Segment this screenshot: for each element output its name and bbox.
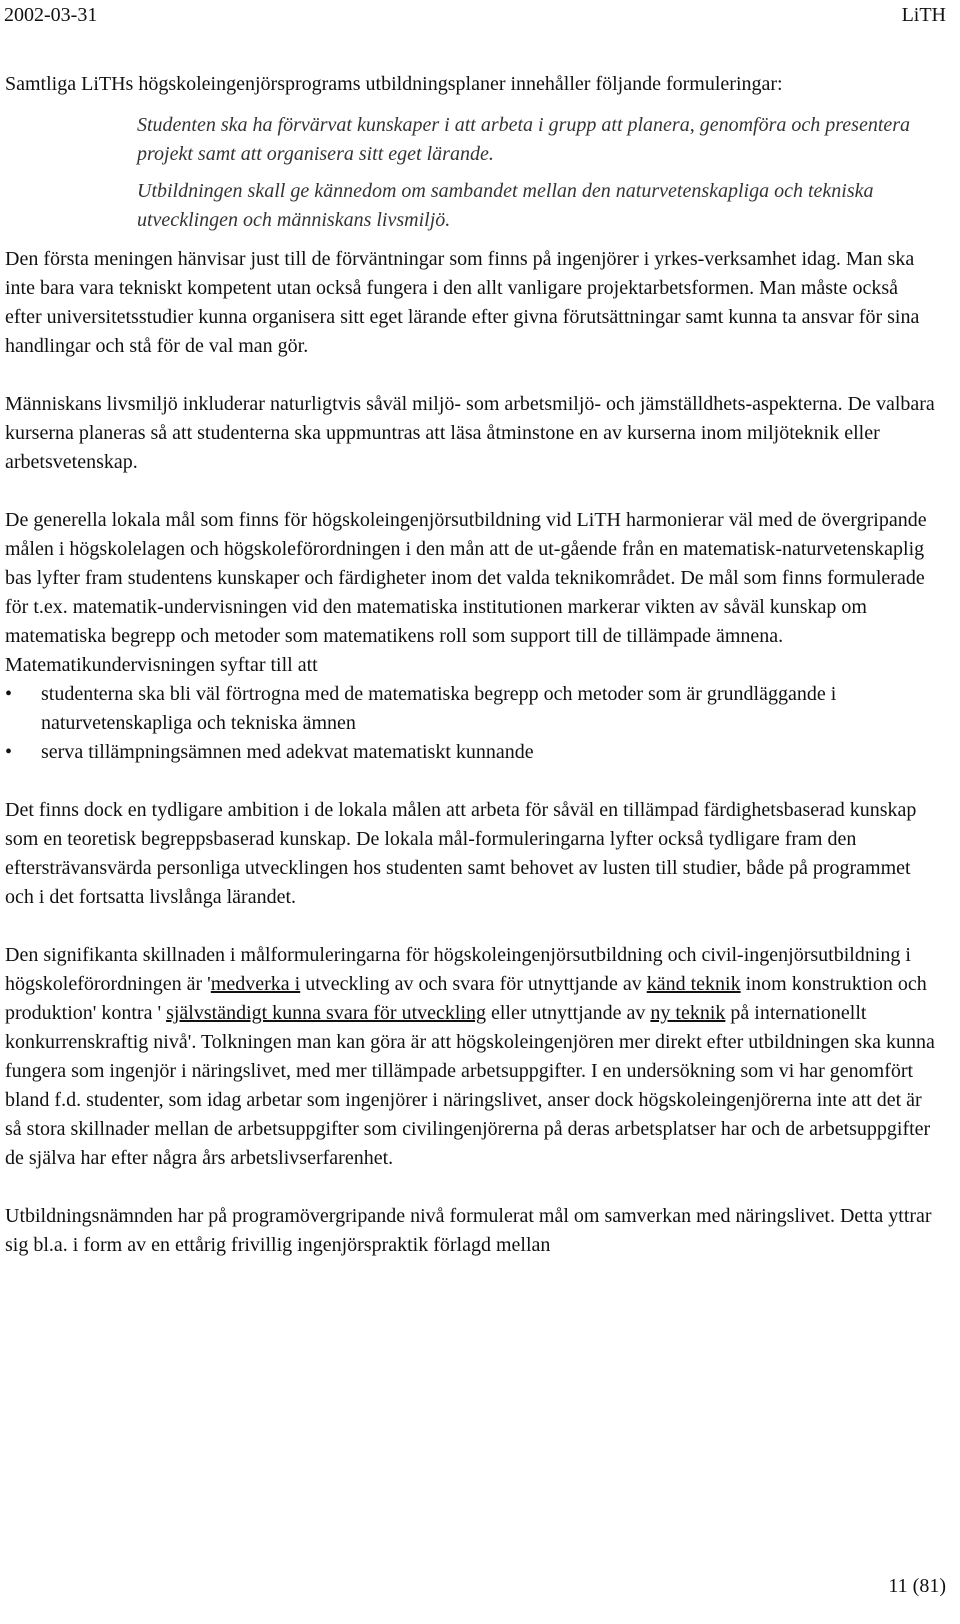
paragraph-significant-difference (5, 941, 935, 1173)
paragraph-industry-cooperation: Utbildningsnämnden har på programövergripande nivå formulerat mål om samverkan med näringslivet. Detta yttrar sig bl.a. i form av en ettårig frivillig ingenjörspraktik förlagd mellan (5, 1205, 932, 1256)
list-item-text: serva tillämpningsämnen med adekvat matematiskt kunnande (41, 741, 534, 763)
bullet-icon: • (5, 741, 13, 763)
paragraph-living-environment: Människans livsmiljö inkluderar naturligtvis såväl miljö- som arbetsmiljö- och jämställdhets-aspekterna. De valbara kurserna planeras så att studenterna ska uppmuntras att läsa åtminstone en av kurserna inom miljöteknik eller arbetsvetenskap. (5, 393, 935, 473)
math-goals-list (5, 680, 935, 767)
text-segment: Den signifikanta skillnaden i målformuleringarna för högskoleingenjörsutbildning och civil-ingenjörsutbildning i högskoleförordningen är ' (5, 944, 911, 995)
underlined-phrase: ny teknik (650, 1002, 726, 1024)
list-item (5, 738, 935, 767)
document-body (5, 70, 935, 1260)
list-item-text: studenterna ska bli väl förtrogna med de matematiska begrepp och metoder som är grundläggande i naturvetenskapliga och tekniska ämnen (41, 683, 837, 734)
text-segment: inom konstruktion och produktion' kontra ' (5, 973, 927, 1024)
paragraph-first-sentence: Den första meningen hänvisar just till de förväntningar som finns på ingenjörer i yrkes-verksamhet idag. Man ska inte bara vara tekniskt kompetent utan också fungera i den allt vanligare projektarbetsformen. Man måste också efter universitetsstudier kunna organisera sitt eget lärande efter givna förutsättningar samt kunna ta ansvar för sina handlingar och stå för de val man gör. (5, 248, 920, 357)
intro-paragraph: Samtliga LiTHs högskoleingenjörsprograms utbildningsplaner innehåller följande formuleringar: (5, 73, 783, 95)
paragraph-math-lead: Matematikundervisningen syftar till att (5, 654, 318, 676)
underlined-phrase: känd teknik (646, 973, 741, 995)
paragraph-general-goals: De generella lokala mål som finns för högskoleingenjörsutbildning vid LiTH harmonierar väl med de övergripande målen i högskolelagen och högskoleförordningen i den mån att de ut-gående från en matematisk-naturvetenskaplig bas lyfter fram studentens kunskaper och färdigheter inom det valda teknikområdet. De mål som finns formulerade för t.ex. matematik-undervisningen vid den matematiska institutionen markerar vikten av såväl kunskap om matematiska begrepp och metoder som matematikens roll som support till de tillämpade ämnena. (5, 509, 927, 647)
list-item (5, 680, 935, 738)
quote-group-work: Studenten ska ha förvärvat kunskaper i att arbeta i grupp att planera, genomföra och presentera projekt samt att organisera sitt eget lärande. (137, 114, 911, 165)
bullet-icon: • (5, 683, 13, 705)
paragraph-ambition: Det finns dock en tydligare ambition i de lokala målen att arbeta för såväl en tillämpad färdighetsbaserad kunskap som en teoretisk begreppsbaserad kunskap. De lokala mål-formuleringarna lyfter också tydligare fram den eftersträvansvärda personliga utvecklingen hos studenten samt behovet av lusten till studier, både på programmet och i det fortsatta livslånga lärandet. (5, 799, 917, 908)
page-number: 11 (81) (888, 1575, 946, 1597)
quote-living-environment: Utbildningen skall ge kännedom om sambandet mellan den naturvetenskapliga och tekniska utvecklingen och människans livsmiljö. (137, 180, 874, 231)
underlined-phrase: självständigt kunna svara för utveckling (166, 1002, 486, 1024)
underlined-phrase: medverka i (210, 973, 301, 995)
text-segment: eller utnyttjande av (486, 1002, 651, 1024)
text-segment: på internationellt konkurrenskraftig nivå'. Tolkningen man kan göra är att högskoleingenjören mer direkt efter utbildningen ska kunna fungera som ingenjör i näringslivet, med mer tillämpade arbetsuppgifter. I en undersökning som vi har genomfört bland f.d. studenter, som idag arbetar som ingenjörer i näringslivet, anser dock högskoleingenjörerna inte att det är så stora skillnader mellan de arbetsuppgifter som civilingenjörerna på deras arbetsplatser har och de arbetsuppgifter de själva har efter några års arbetslivserfarenhet. (5, 1002, 935, 1169)
header-organization: LiTH (901, 4, 946, 26)
header-date: 2002-03-31 (4, 4, 98, 26)
text-segment: utveckling av och svara för utnyttjande av (300, 973, 647, 995)
